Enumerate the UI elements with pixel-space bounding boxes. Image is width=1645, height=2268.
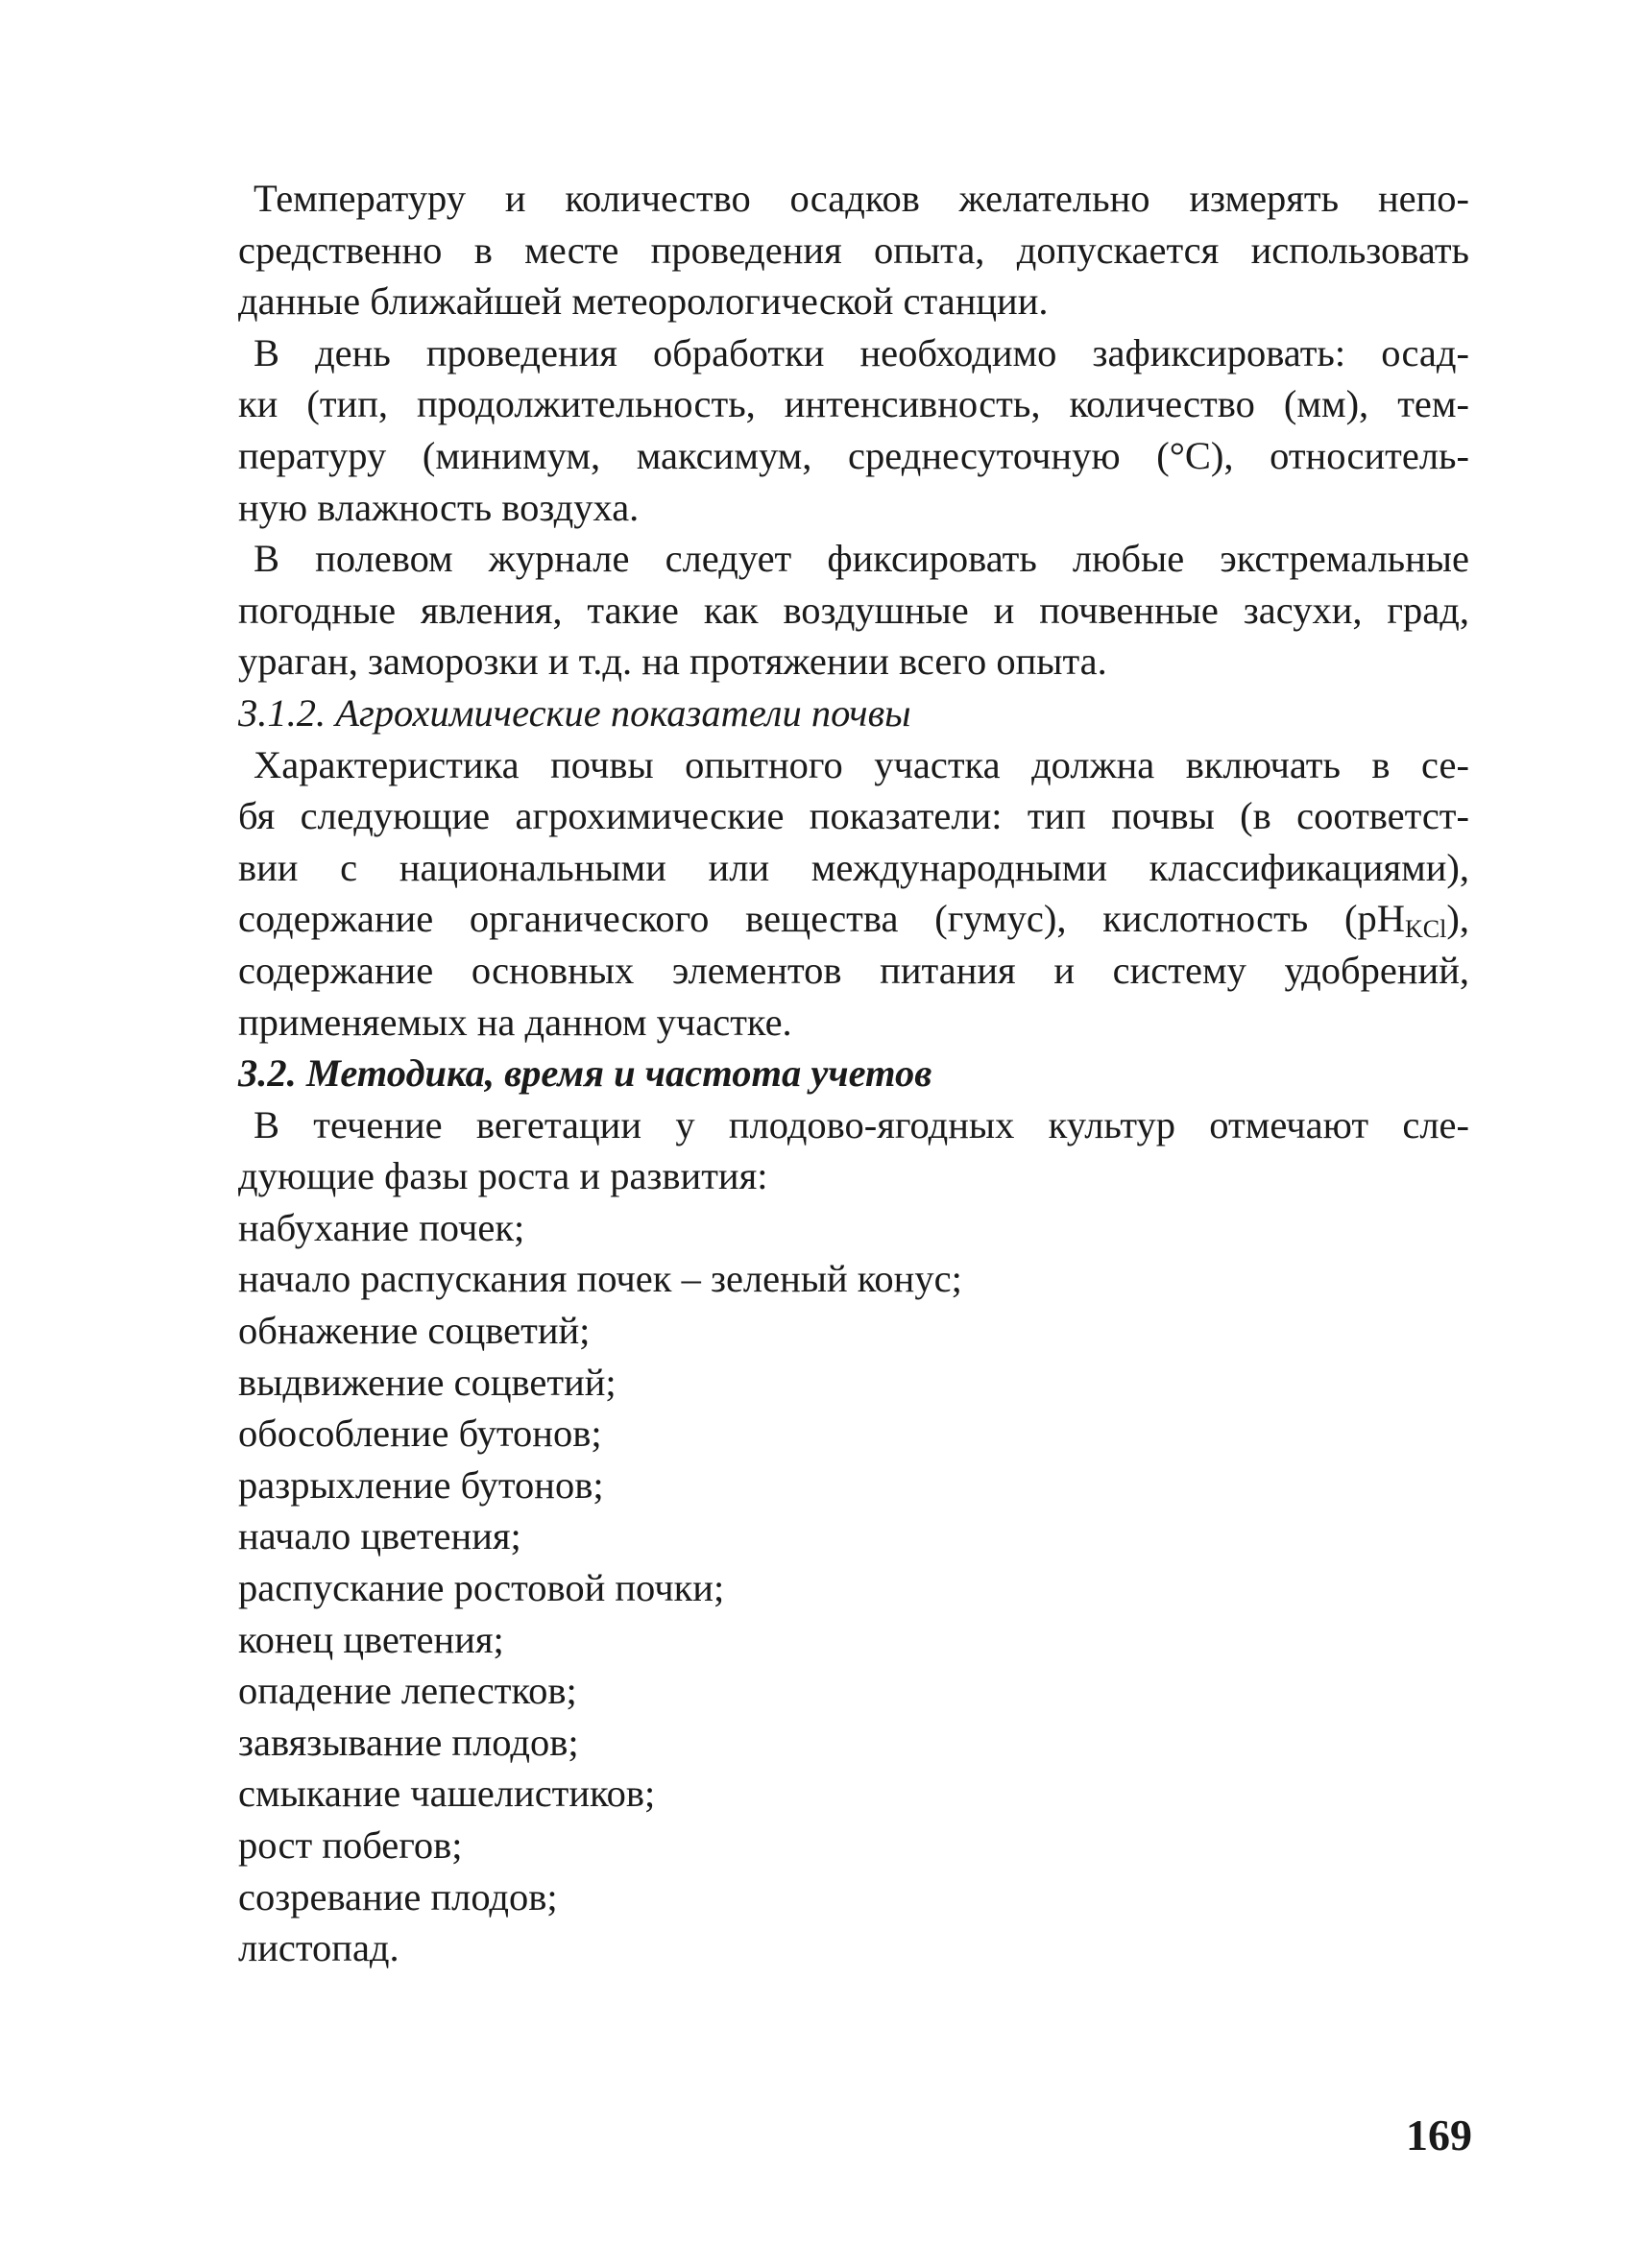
page-number: 169 [1406,2111,1472,2159]
list-item: выдвижение соцветий; [238,1360,617,1404]
list-item: обнажение соцветий; [238,1309,591,1353]
text-line: Температуру и количество осадков желательно измерять непо- [254,177,1469,220]
paragraph-vegetation-phases [223,1099,1469,1202]
list-item: конец цветения; [238,1617,504,1661]
text-line: бя следующие агрохимические показатели: тип почвы (в соответст- [238,794,1469,838]
list-item: смыкание чашелистиков; [238,1772,656,1816]
section-heading: 3.2. Методика, время и частота учетов [238,1051,932,1096]
text-line: ки (тип, продолжительность, интенсивность, количество (мм), тем- [238,382,1469,426]
text-line: Характеристика почвы опытного участка должна включать в се- [254,742,1469,786]
text-line: погодные явления, такие как воздушные и почвенные засухи, град, [238,588,1469,632]
list-item: рост побегов; [238,1823,463,1867]
list-item: завязывание плодов; [238,1720,579,1764]
list-item: листопад. [238,1926,399,1970]
list-item: набухание почек; [238,1205,525,1249]
text-line: данные ближайшей метеорологической станции. [238,279,1049,324]
list-item: обособление бутонов; [238,1411,602,1456]
text-line: ураган, заморозки и т.д. на протяжении всего опыта. [238,639,1107,684]
phases-list [223,1202,1469,1974]
text-line: содержание основных элементов питания и систему удобрений, [238,948,1469,992]
body-text [223,173,1469,1974]
list-item: распускание ростовой почки; [238,1566,725,1610]
paragraph-treatment-day [223,327,1469,533]
list-item: созревание плодов; [238,1874,558,1918]
text-line: В полевом журнале следует фиксировать любые экстремальные [254,537,1469,581]
paragraph-field-journal [223,533,1469,688]
text-line: дующие фазы роста и развития: [238,1154,768,1198]
text-line: ную влажность воздуха. [238,485,640,529]
text-line: пературу (минимум, максимум, среднесуточную (°С), относитель- [238,433,1469,477]
text-line: средственно в месте проведения опыта, допускается использовать [238,228,1469,272]
text-line: В день проведения обработки необходимо зафиксировать: осад- [254,330,1469,374]
paragraph-soil-characteristics [223,739,1469,1049]
list-item: начало распускания почек – зеленый конус; [238,1257,962,1301]
text-fragment: содержание органического вещества (гумус), кислотность (pH [238,897,1406,941]
subsection-heading: 3.1.2. Агрохимические показатели почвы [238,690,911,735]
text-line-with-subscript [223,893,1469,945]
text-line: применяемых на данном участке. [238,1000,792,1044]
text-fragment: ), [1446,897,1469,941]
paragraph-weather-measurement [223,173,1469,327]
list-item: начало цветения; [238,1514,521,1558]
list-item: опадение лепестков; [238,1669,577,1713]
text-line: вии с национальными или международными классификациями), [238,845,1469,889]
subscript-kcl: KCl [1405,915,1447,944]
list-item: разрыхление бутонов; [238,1462,604,1507]
text-line: В течение вегетации у плодово-ягодных культур отмечают сле- [254,1102,1469,1146]
